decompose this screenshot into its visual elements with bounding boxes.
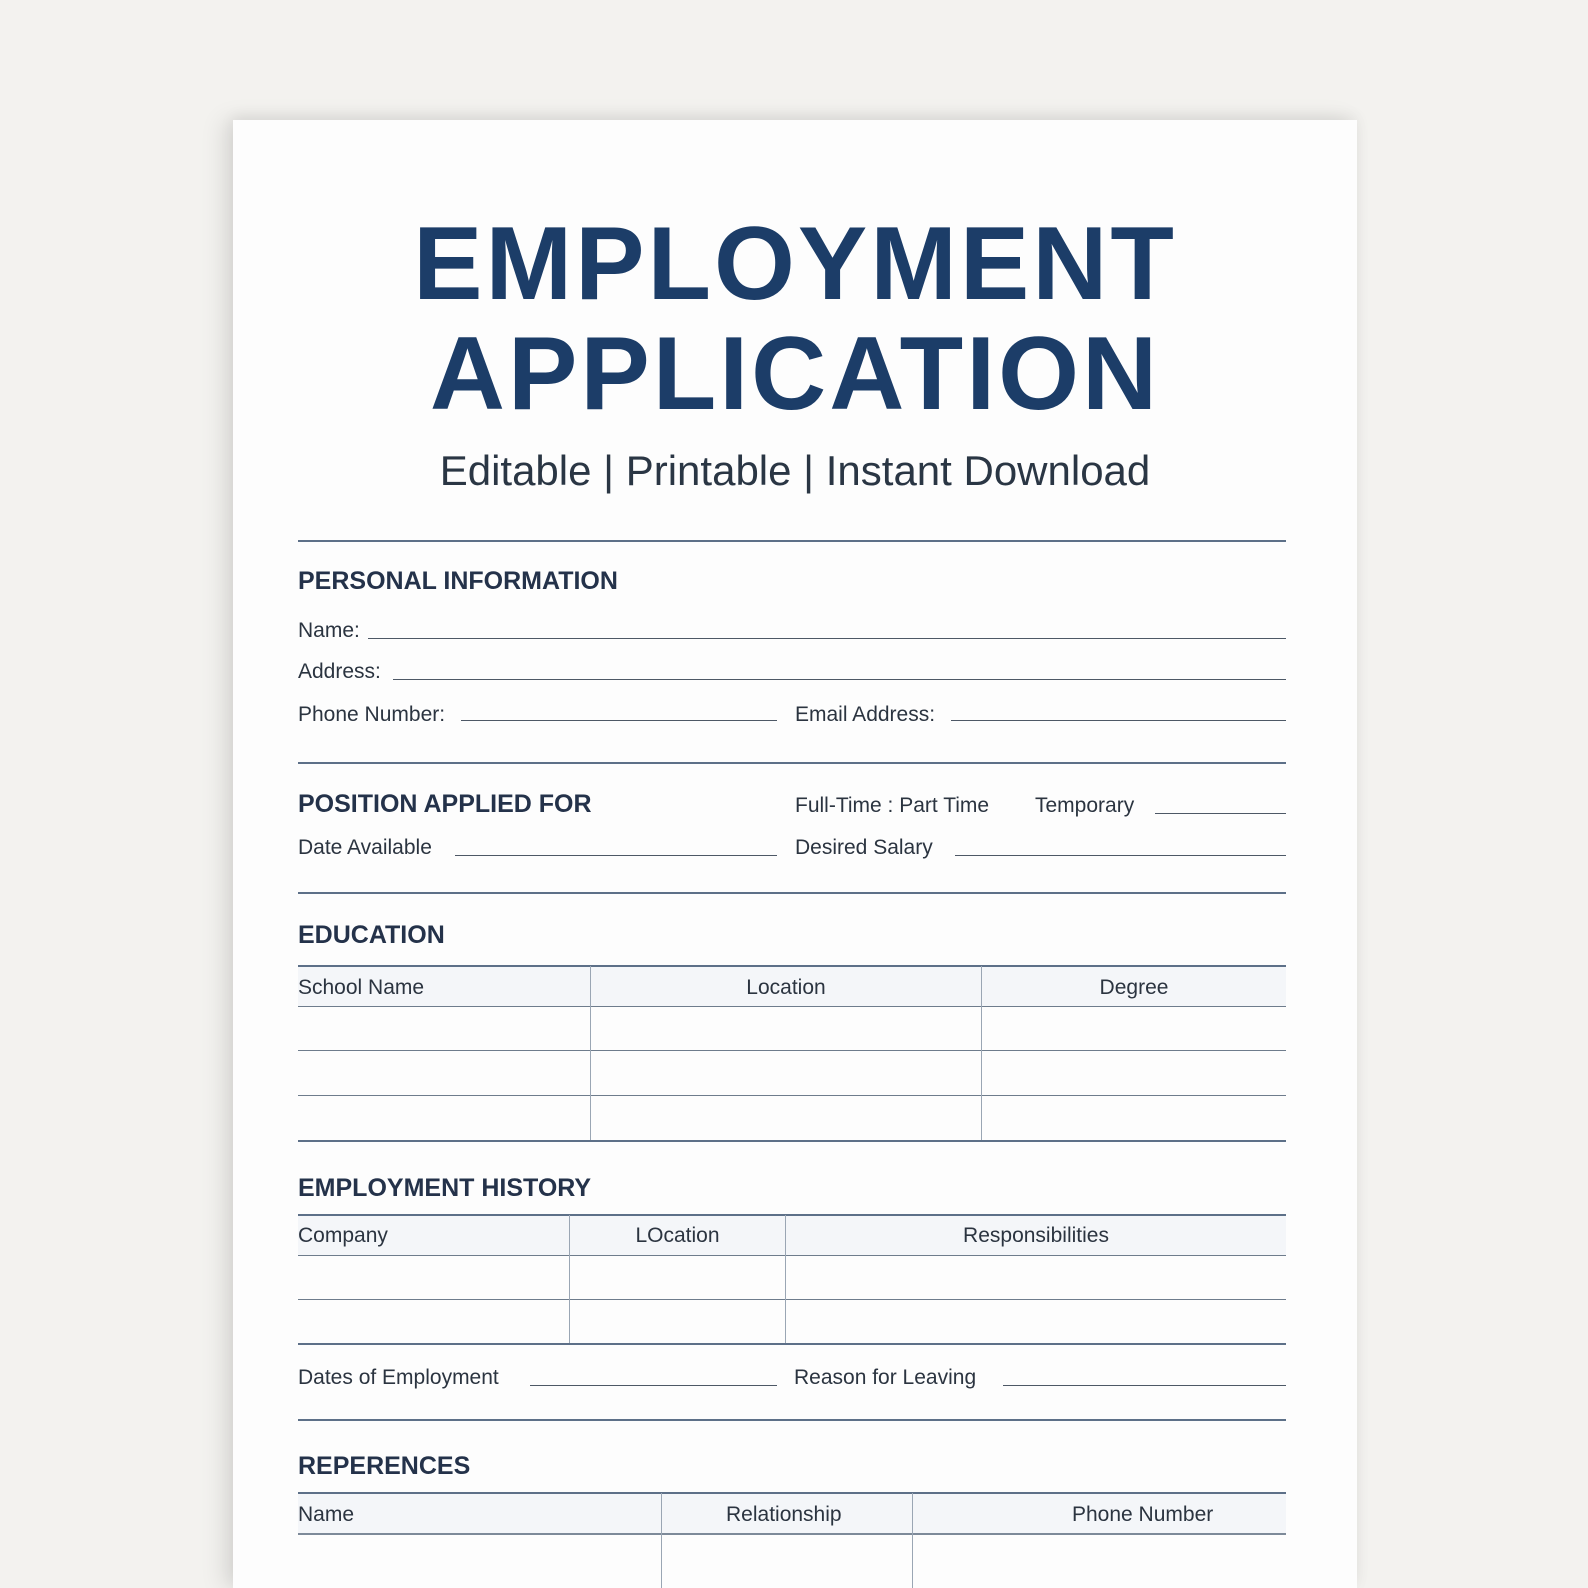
employment-type-options[interactable]: Full-Time : Part Time xyxy=(795,794,990,817)
education-row-2[interactable] xyxy=(298,1095,1286,1096)
form-subtitle: Editable | Printable | Instant Download xyxy=(439,447,1151,494)
name-label: Name: xyxy=(298,619,360,642)
education-col-location: Location xyxy=(746,976,826,999)
name-field[interactable] xyxy=(368,638,1286,639)
table-row-rule xyxy=(298,1255,1286,1256)
dates-of-employment-field[interactable] xyxy=(530,1385,777,1386)
references-col-relationship: Relationship xyxy=(726,1503,842,1526)
table-top-rule xyxy=(298,1492,1286,1494)
table-row-rule xyxy=(298,1006,1286,1007)
education-col-school: School Name xyxy=(298,976,425,999)
employment-history-heading: EMPLOYMENT HISTORY xyxy=(298,1174,592,1202)
references-col-name: Name xyxy=(298,1503,355,1526)
email-label: Email Address: xyxy=(795,703,936,726)
date-available-field[interactable] xyxy=(455,855,777,856)
phone-field[interactable] xyxy=(461,720,777,721)
section-divider xyxy=(298,1419,1286,1421)
desired-salary-field[interactable] xyxy=(955,855,1286,856)
phone-label: Phone Number: xyxy=(298,703,446,726)
section-divider xyxy=(298,540,1286,542)
references-col-phone: Phone Number xyxy=(1072,1503,1214,1526)
employment-col-location: LOcation xyxy=(635,1224,720,1247)
section-divider xyxy=(298,762,1286,764)
email-field[interactable] xyxy=(951,720,1286,721)
personal-info-heading: PERSONAL INFORMATION xyxy=(298,567,618,595)
column-divider xyxy=(912,1493,913,1588)
education-row-3[interactable] xyxy=(298,1140,1286,1142)
reason-for-leaving-label: Reason for Leaving xyxy=(794,1366,977,1389)
references-heading: REPERENCES xyxy=(298,1452,471,1480)
date-available-label: Date Available xyxy=(298,836,432,859)
reason-for-leaving-field[interactable] xyxy=(1003,1385,1286,1386)
table-top-rule xyxy=(298,1214,1286,1216)
column-divider xyxy=(785,1215,786,1343)
references-row-1[interactable] xyxy=(298,1533,1286,1535)
education-heading: EDUCATION xyxy=(298,921,445,949)
position-heading: POSITION APPLIED FOR xyxy=(298,790,592,818)
section-divider xyxy=(298,892,1286,894)
column-divider xyxy=(981,966,982,1140)
education-col-degree: Degree xyxy=(1099,976,1169,999)
employment-row-2[interactable] xyxy=(298,1343,1286,1345)
form-title-line2: APPLICATION xyxy=(429,316,1161,432)
employment-col-responsibilities: Responsibilities xyxy=(963,1224,1109,1247)
education-row-1[interactable] xyxy=(298,1050,1286,1051)
column-divider xyxy=(569,1215,570,1343)
column-divider xyxy=(661,1493,662,1588)
address-field[interactable] xyxy=(393,679,1286,680)
form-title-line1: EMPLOYMENT xyxy=(413,206,1177,322)
temporary-field[interactable] xyxy=(1155,813,1286,814)
employment-col-company: Company xyxy=(298,1224,388,1247)
employment-row-1[interactable] xyxy=(298,1299,1286,1300)
temporary-option[interactable]: Temporary xyxy=(1035,794,1135,817)
dates-of-employment-label: Dates of Employment xyxy=(298,1366,499,1389)
table-top-rule xyxy=(298,965,1286,967)
address-label: Address: xyxy=(298,660,381,683)
application-form-page xyxy=(233,120,1357,1588)
column-divider xyxy=(590,966,591,1140)
desired-salary-label: Desired Salary xyxy=(795,836,933,859)
